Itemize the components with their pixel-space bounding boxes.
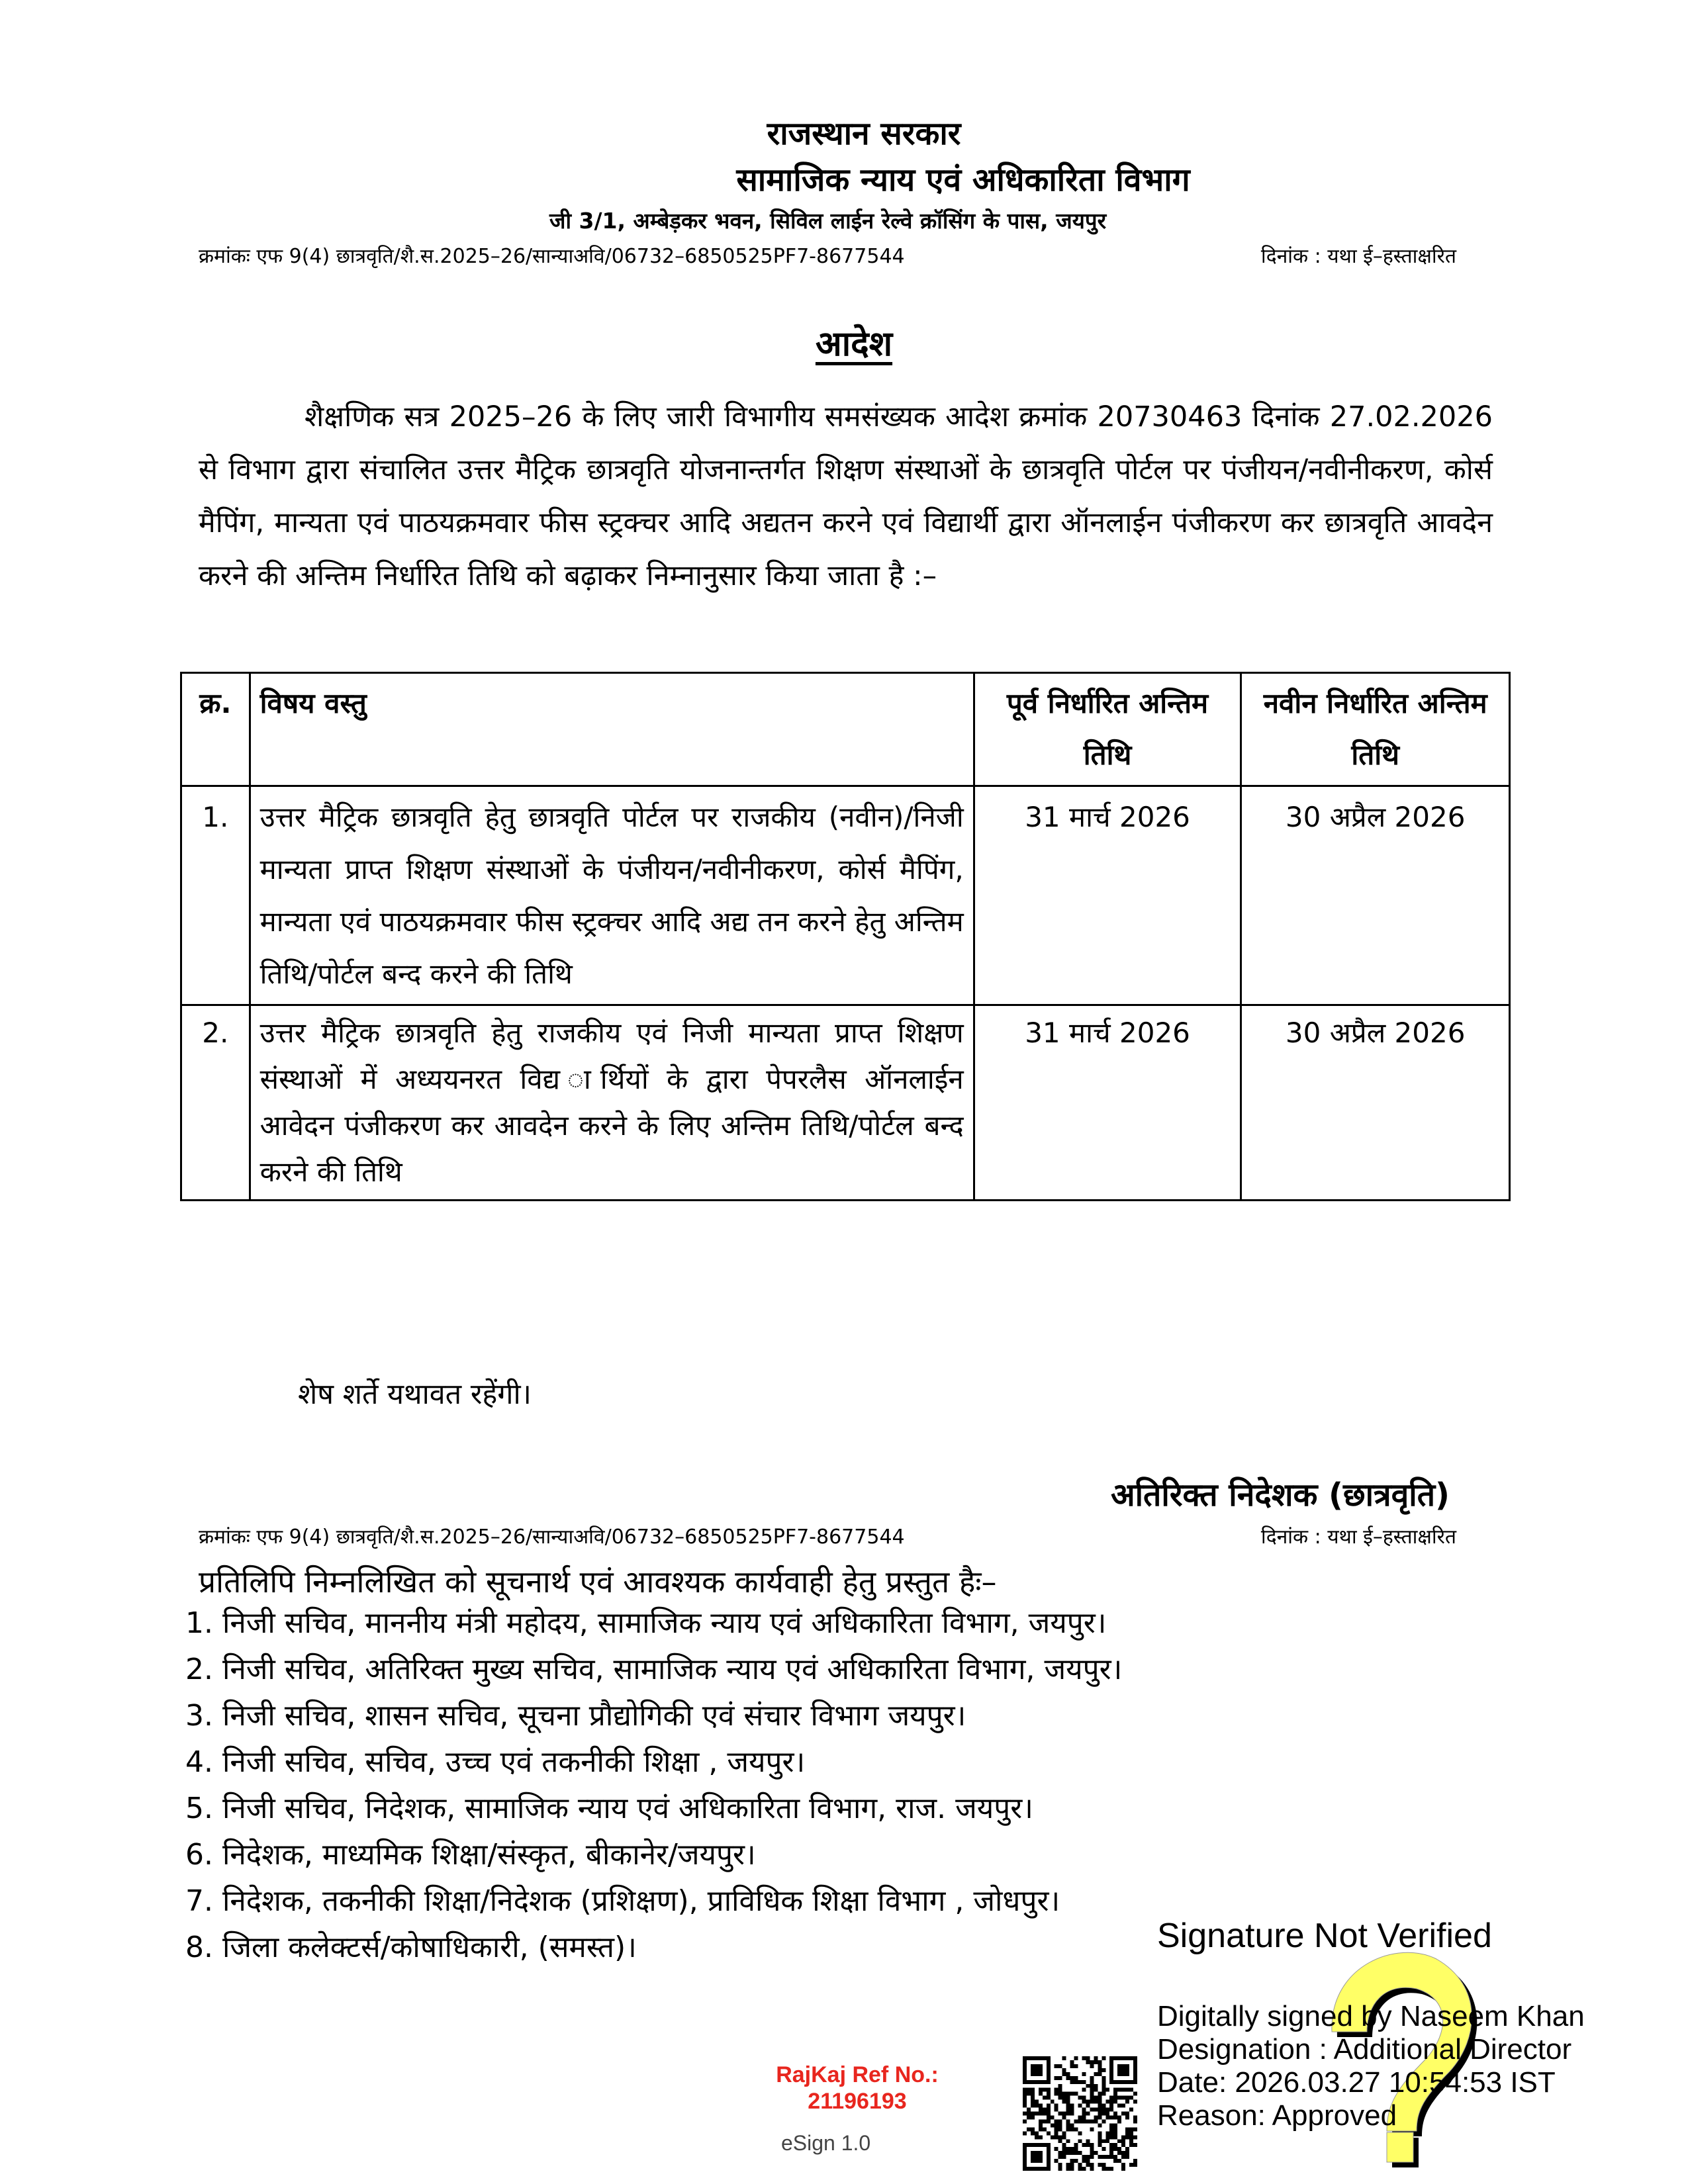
row-old-date: 31 मार्च 2026 (974, 786, 1241, 1005)
list-item: 5. निजी सचिव, निदेशक, सामाजिक न्याय एवं अधिकारिता विभाग, राज. जयपुर। (185, 1792, 1033, 1825)
deadline-table (180, 672, 1511, 1201)
copy-reference-number: क्रमांकः एफ 9(4) छात्रवृति/शै.स.2025–26/सान्याअवि/06732–6850525PF7-8677544 (199, 1525, 905, 1549)
rajkaj-label: RajKaj Ref No.: (776, 2062, 939, 2087)
signer-designation: Designation : Additional Director (1157, 2033, 1572, 2066)
signatory-title: अतिरिक्त निदेशक (छात्रवृति) (1110, 1477, 1450, 1514)
row-new-date: 30 अप्रैल 2026 (1241, 1005, 1510, 1201)
signature-date: Date: 2026.03.27 10:54:53 IST (1157, 2066, 1556, 2099)
header-subject: विषय वस्तु (250, 673, 974, 786)
government-name: राजस्थान सरकार (767, 115, 961, 152)
copy-intro: प्रतिलिपि निम्नलिखित को सूचनार्थ एवं आवश्यक कार्यवाही हेतु प्रस्तुत हैः– (199, 1564, 997, 1600)
row-new-date: 30 अप्रैल 2026 (1241, 786, 1510, 1005)
signature-reason: Reason: Approved (1157, 2099, 1397, 2132)
department-address: जी 3/1, अम्बेड़कर भवन, सिविल लाईन रेल्वे क्रॉसिंग के पास, जयपुर (549, 208, 1107, 234)
header-serial: क्र. (181, 673, 250, 786)
order-title: आदेश (815, 324, 893, 364)
list-item: 3. निजी सचिव, शासन सचिव, सूचना प्रौद्योगिकी एवं संचार विभाग जयपुर। (185, 1699, 966, 1733)
table-header-row (181, 673, 1510, 786)
row-old-date: 31 मार्च 2026 (974, 1005, 1241, 1201)
header-old-date: पूर्व निर्धारित अन्तिम तिथि (974, 673, 1241, 786)
list-item: 6. निदेशक, माध्यमिक शिक्षा/संस्कृत, बीकानेर/जयपुर। (185, 1838, 756, 1872)
rajkaj-number: 21196193 (808, 2089, 907, 2114)
reference-number: क्रमांकः एफ 9(4) छात्रवृति/शै.स.2025–26/सान्याअवि/06732–6850525PF7-8677544 (199, 245, 905, 268)
reference-line (199, 242, 1456, 269)
rajkaj-reference (761, 2062, 953, 2115)
row-subject: उत्तर मैट्रिक छात्रवृति हेतु छात्रवृति पोर्टल पर राजकीय (नवीन)/निजी मान्यता प्राप्त शिक्षण संस्थाओं के पंजीयन/नवीनीकरण, कोर्स मैपिंग, मान्यता एवं पाठयक्रमवार फीस स्ट्रक्चर आदि अद्य तन करने हेतु अन्तिम तिथि/पोर्टल बन्द करने की तिथि (250, 786, 974, 1005)
signature-details (1157, 2000, 1585, 2132)
list-item: 2. निजी सचिव, अतिरिक्त मुख्य सचिव, सामाजिक न्याय एवं अधिकारिता विभाग, जयपुर। (185, 1653, 1123, 1686)
closing-note: शेष शर्ते यथावत रहेंगी। (298, 1378, 532, 1411)
table-row (181, 786, 1510, 1005)
copy-reference-date: दिनांक : यथा ई–हस्ताक्षरित (1260, 1525, 1456, 1549)
row-subject: उत्तर मैट्रिक छात्रवृति हेतु राजकीय एवं निजी मान्यता प्राप्त शिक्षण संस्थाओं में अध्ययनरत विद्य ार्थियों के द्वारा पेपरलैस ऑनलाईन आवेदन पंजीकरण कर आवदेन करने के लिए अन्तिम तिथि/पोर्टल बन्द करने की तिथि (250, 1005, 974, 1201)
order-paragraph: शैक्षणिक सत्र 2025–26 के लिए जारी विभागीय समसंख्यक आदेश क्रमांक 20730463 दिनांक 27.02.2026 से विभाग द्वारा संचालित उत्तर मैट्रिक छात्रवृति योजनान्तर्गत शिक्षण संस्थाओं के छात्रवृति पोर्टल पर पंजीयन/नवीनीकरण, कोर्स मैपिंग, मान्यता एवं पाठयक्रमवार फीस स्ट्रक्चर आदि अद्यतन करने एवं विद्यार्थी द्वारा ऑनलाईन पंजीकरण कर छात्रवृति आवदेन करने की अन्तिम निर्धारित तिथि को बढ़ाकर निम्नानुसार किया जाता है :– (199, 400, 1493, 592)
header-new-date: नवीन निर्धारित अन्तिम तिथि (1241, 673, 1510, 786)
reference-date: दिनांक : यथा ई–हस्ताक्षरित (1260, 245, 1456, 268)
row-serial: 2. (181, 1005, 250, 1201)
table-row (181, 1005, 1510, 1201)
recipient-list (185, 1600, 1122, 1971)
signature-status: Signature Not Verified (1157, 1917, 1492, 1955)
copy-reference-line (199, 1522, 1456, 1549)
list-item: 4. निजी सचिव, सचिव, उच्च एवं तकनीकी शिक्षा , जयपुर। (185, 1745, 806, 1779)
row-serial: 1. (181, 786, 250, 1005)
list-item: 1. निजी सचिव, माननीय मंत्री महोदय, सामाजिक न्याय एवं अधिकारिता विभाग, जयपुर। (185, 1606, 1107, 1640)
list-item: 7. निदेशक, तकनीकी शिक्षा/निदेशक (प्रशिक्षण), प्राविधिक शिक्षा विभाग , जोधपुर। (185, 1884, 1060, 1918)
esign-version: eSign 1.0 (781, 2131, 871, 2155)
list-item: 8. जिला कलेक्टर्स/कोषाधिकारी, (समस्त)। (185, 1931, 637, 1964)
qr-code-icon (1023, 2056, 1137, 2171)
department-name: सामाजिक न्याय एवं अधिकारिता विभाग (736, 161, 1190, 199)
signed-by: Digitally signed by Naseem Khan (1157, 2000, 1585, 2032)
